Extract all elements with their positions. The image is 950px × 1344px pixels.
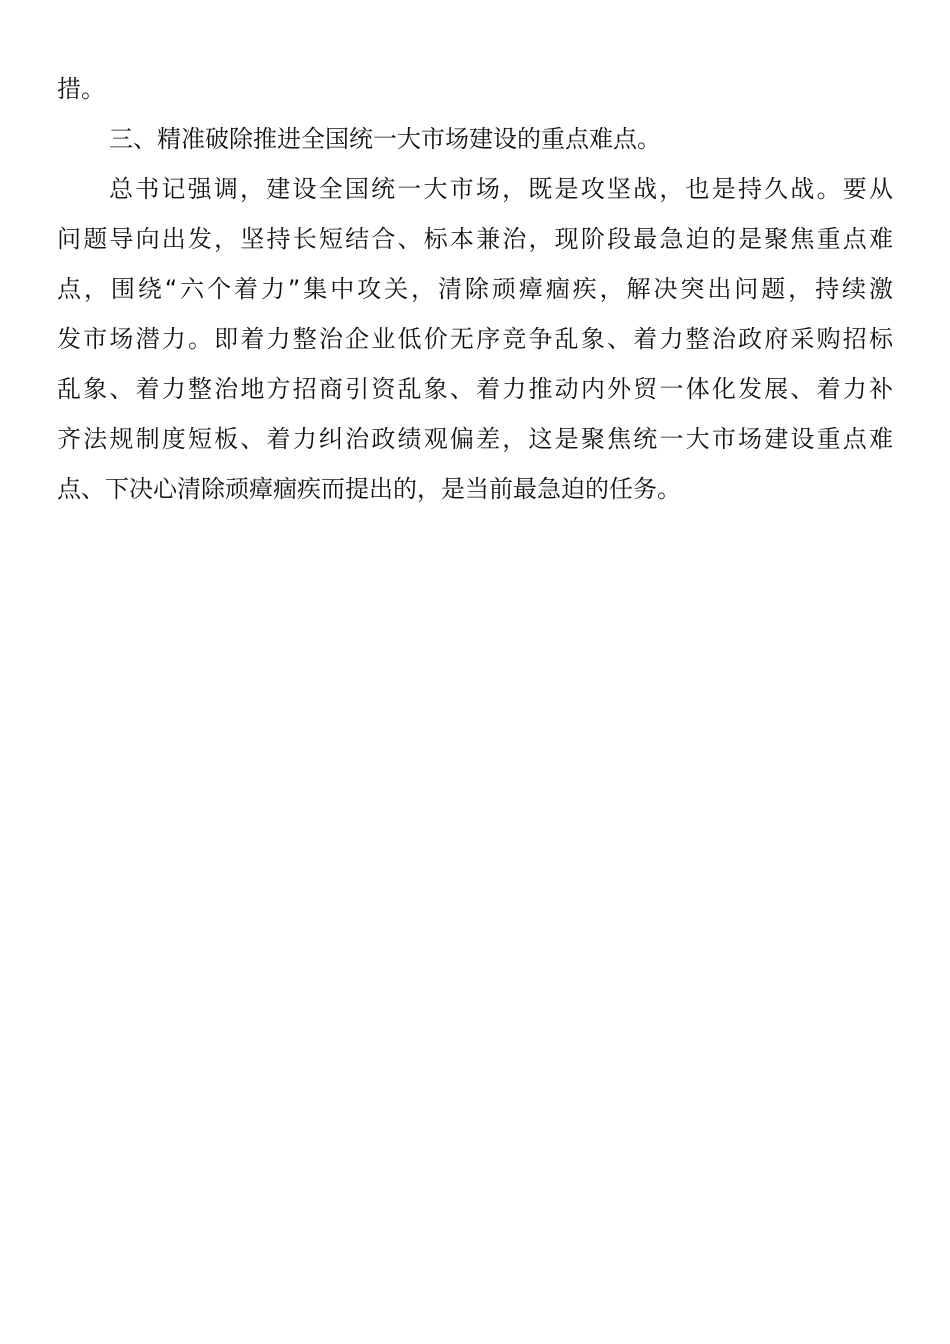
text-line-continuation: 措。 xyxy=(57,75,105,103)
paragraph-line: 点，围绕“六个着力”集中攻关，清除顽瘴痼疾，解决突出问题，持续激 xyxy=(57,275,893,303)
paragraph-line: 发市场潜力。即着力整治企业低价无序竞争乱象、着力整治政府采购招标 xyxy=(57,325,893,353)
paragraph-line: 齐法规制度短板、着力纠治政绩观偏差，这是聚焦统一大市场建设重点难 xyxy=(57,425,893,453)
paragraph-line: 问题导向出发，坚持长短结合、标本兼治，现阶段最急迫的是聚焦重点难 xyxy=(57,225,893,253)
paragraph-line: 乱象、着力整治地方招商引资乱象、着力推动内外贸一体化发展、着力补 xyxy=(57,375,893,403)
section-heading: 三、精准破除推进全国统一大市场建设的重点难点。 xyxy=(109,125,661,153)
document-body xyxy=(57,64,893,514)
paragraph-line: 总书记强调，建设全国统一大市场，既是攻坚战，也是持久战。要从 xyxy=(109,175,893,203)
paragraph-line-last: 点、下决心清除顽瘴痼疾而提出的，是当前最急迫的任务。 xyxy=(57,475,681,503)
